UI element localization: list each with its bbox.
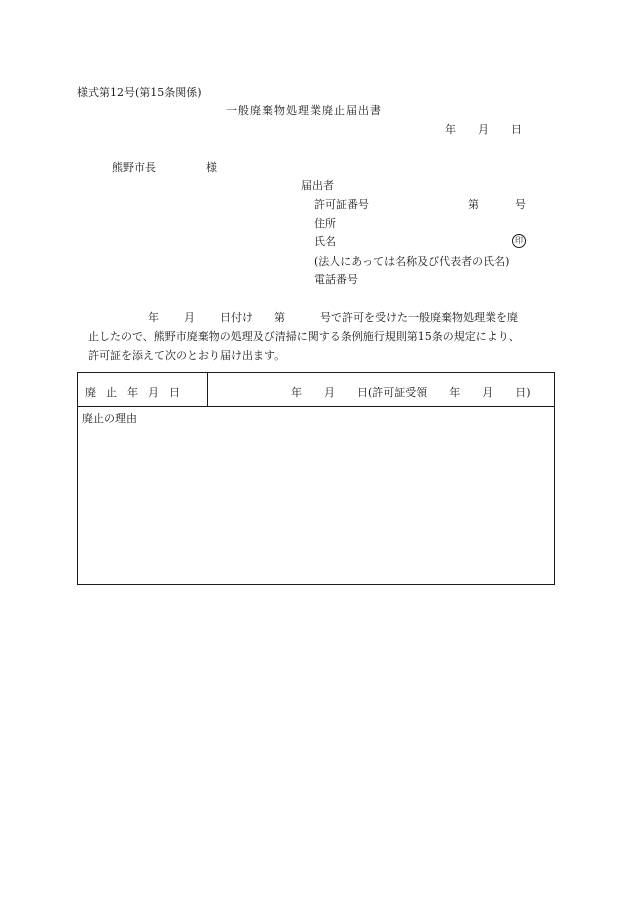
body-line-1-rest: 号で許可を受けた一般廃棄物処理業を廃 (320, 311, 518, 324)
date-year-label: 年 (445, 123, 456, 136)
address-label: 住所 (314, 217, 336, 230)
abolition-table (77, 372, 555, 585)
abolition-date-label: 廃止年月日 (85, 386, 190, 399)
corporation-note: (法人にあっては名称及び代表者の氏名) (314, 255, 510, 268)
body-line-2: 止したので、熊野市廃棄物の処理及び清掃に関する条例施行規則第15条の規定により、 (88, 330, 520, 343)
abolition-date-value: 年 月 日(許可証受領 年 月 日) (291, 386, 531, 399)
addressee-name: 熊野市長 (112, 161, 156, 174)
phone-label: 電話番号 (314, 273, 358, 286)
seal-icon: 印 (512, 234, 526, 248)
submission-date (445, 124, 522, 135)
notifier-heading: 届出者 (301, 179, 334, 192)
body-month: 月 (184, 311, 195, 324)
abolition-date-row (78, 373, 554, 407)
body-line-1 (148, 312, 518, 323)
permit-number-suffix: 号 (515, 198, 526, 211)
addressee-honorific: 様 (206, 161, 217, 174)
body-line-3: 許可証を添えて次のとおり届け出ます。 (88, 349, 286, 362)
abolition-reason-label: 廃止の理由 (82, 412, 137, 425)
date-day-label: 日 (511, 123, 522, 136)
addressee (112, 162, 217, 173)
permit-number-label: 許可証番号 (314, 198, 369, 211)
permit-number-prefix: 第 (468, 198, 479, 211)
body-number-prefix: 第 (274, 311, 285, 324)
body-year: 年 (148, 311, 159, 324)
form-number-label: 様式第12号(第15条関係) (77, 86, 202, 99)
body-day-dated: 日付け (220, 311, 253, 324)
document-title: 一般廃棄物処理業廃止届出書 (226, 104, 382, 117)
name-label: 氏名 (314, 235, 336, 248)
column-divider (207, 373, 208, 407)
date-month-label: 月 (478, 123, 489, 136)
